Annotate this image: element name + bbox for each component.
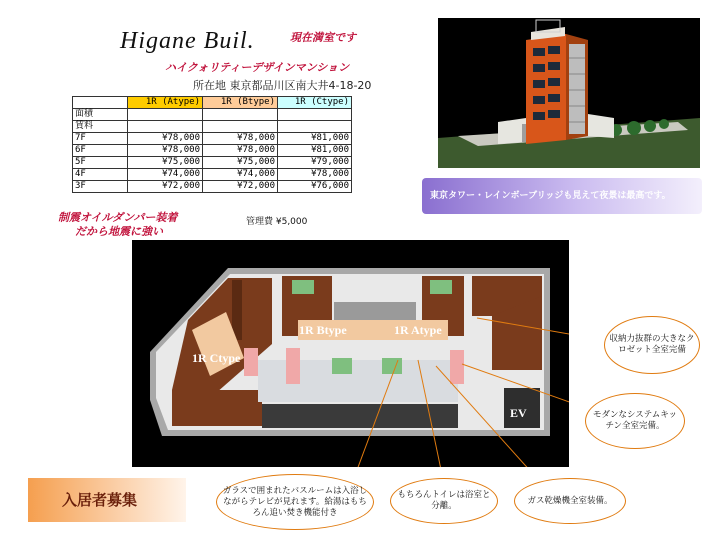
table-cell: ¥78,000 bbox=[128, 145, 203, 157]
table-cell bbox=[278, 109, 352, 121]
row-label: 6F bbox=[73, 145, 128, 157]
rent-table-header-row bbox=[73, 97, 352, 109]
row-label: 7F bbox=[73, 133, 128, 145]
callout-kitchen: モダンなシステムキッチン全室完備。 bbox=[585, 393, 685, 449]
table-cell bbox=[128, 109, 203, 121]
table-cell: ¥78,000 bbox=[203, 133, 278, 145]
building-photo bbox=[438, 18, 700, 168]
row-label: 3F bbox=[73, 181, 128, 193]
plan-label-ev: EV bbox=[510, 406, 527, 420]
table-cell: ¥81,000 bbox=[278, 133, 352, 145]
table-cell bbox=[278, 121, 352, 133]
vacancy-status: 現在満室です bbox=[290, 31, 356, 44]
table-row bbox=[73, 169, 352, 181]
row-label: 賃料 bbox=[73, 121, 128, 133]
building-subtitle: ハイクォリティーデザインマンション bbox=[165, 61, 350, 74]
table-cell: ¥72,000 bbox=[203, 181, 278, 193]
table-cell: ¥78,000 bbox=[203, 145, 278, 157]
callout-toilet: もちろんトイレは浴室と分離。 bbox=[390, 478, 498, 524]
row-label: 面積 bbox=[73, 109, 128, 121]
plan-label-btype: 1R Btype bbox=[299, 323, 347, 337]
management-fee: 管理費 ¥5,000 bbox=[246, 217, 308, 227]
table-cell: ¥76,000 bbox=[278, 181, 352, 193]
damper-note-line1: 制震オイルダンパー装着 bbox=[58, 211, 178, 224]
table-row bbox=[73, 121, 352, 133]
table-cell: ¥75,000 bbox=[203, 157, 278, 169]
table-row bbox=[73, 157, 352, 169]
table-cell: ¥74,000 bbox=[128, 169, 203, 181]
column-header-btype: 1R (Btype) bbox=[203, 97, 278, 109]
table-cell: ¥78,000 bbox=[278, 169, 352, 181]
callout-dryer: ガス乾燥機全室装備。 bbox=[514, 478, 626, 524]
building-title: Higane Buil. bbox=[120, 28, 255, 54]
floor-plan bbox=[132, 240, 569, 467]
table-row bbox=[73, 181, 352, 193]
rent-table bbox=[72, 96, 352, 193]
callout-closet: 収納力抜群の大きなクロゼット全室完備 bbox=[604, 316, 700, 374]
damper-note-line2: だから地震に強い bbox=[75, 225, 163, 238]
table-cell bbox=[203, 121, 278, 133]
table-row bbox=[73, 145, 352, 157]
table-cell bbox=[203, 109, 278, 121]
callout-bathroom: ガラスで囲まれたバスルームは入浴しながらテレビが見れます。給湯はもちろん追い焚き機能付き bbox=[216, 474, 374, 530]
row-label: 4F bbox=[73, 169, 128, 181]
photo-caption: 東京タワー・レインボーブリッジも見えて夜景は最高です。 bbox=[422, 178, 702, 214]
column-header-ctype: 1R (Ctype) bbox=[278, 97, 352, 109]
column-header-atype: 1R (Atype) bbox=[128, 97, 203, 109]
table-row bbox=[73, 109, 352, 121]
table-cell: ¥79,000 bbox=[278, 157, 352, 169]
table-row bbox=[73, 133, 352, 145]
building-illustration bbox=[438, 18, 700, 168]
plan-label-ctype: 1R Ctype bbox=[192, 351, 241, 365]
table-cell: ¥74,000 bbox=[203, 169, 278, 181]
table-cell: ¥78,000 bbox=[128, 133, 203, 145]
rent-table-corner bbox=[73, 97, 128, 109]
plan-label-atype: 1R Atype bbox=[394, 323, 442, 337]
table-cell: ¥72,000 bbox=[128, 181, 203, 193]
table-cell bbox=[128, 121, 203, 133]
table-cell: ¥81,000 bbox=[278, 145, 352, 157]
row-label: 5F bbox=[73, 157, 128, 169]
building-address: 所在地 東京都品川区南大井4-18-20 bbox=[193, 79, 372, 92]
tenant-recruit-banner: 入居者募集 bbox=[28, 478, 186, 522]
table-cell: ¥75,000 bbox=[128, 157, 203, 169]
